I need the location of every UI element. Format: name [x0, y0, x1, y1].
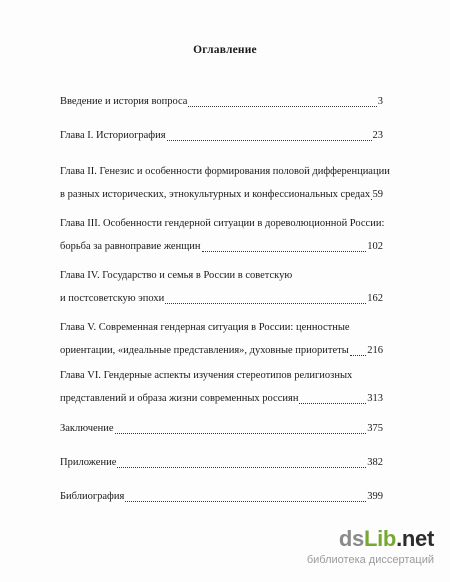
leader-dots [117, 466, 366, 468]
toc-page-number: 375 [367, 423, 383, 434]
toc-entry-label: Глава VI. Гендерные аспекты изучения стереотипов религиозных [60, 370, 353, 381]
toc-entry-label: Глава IV. Государство и семья в России в советскую [60, 270, 293, 281]
toc-entry-chapter-3 [60, 212, 383, 258]
toc-line [60, 364, 383, 387]
toc-entry-bibliography [60, 485, 383, 508]
leader-dots [350, 354, 366, 356]
dslib-watermark [276, 524, 436, 576]
toc-entry-label: Приложение [60, 457, 117, 468]
leader-dots [115, 432, 367, 434]
toc-entry-label: ориентации, «идеальные представления», духовные приоритеты [60, 345, 349, 356]
leader-dots [165, 302, 366, 304]
toc-page-number: 102 [367, 241, 383, 252]
toc-entry-conclusion [60, 417, 383, 440]
dslib-logo: dsLib.net [338, 526, 434, 551]
toc-page-number: 23 [372, 130, 383, 141]
toc-line [60, 90, 383, 113]
toc-line [60, 183, 383, 206]
toc-line [60, 264, 383, 287]
toc-entry-label: Глава V. Современная гендерная ситуация в России: ценностные [60, 322, 350, 333]
toc-page-number: 59 [372, 189, 383, 200]
toc-entry-label: Библиография [60, 491, 125, 502]
toc-line [60, 417, 383, 440]
toc-entry-label: Глава II. Генезис и особенности формирования половой дифференциации [60, 166, 390, 177]
toc-entry-label: Глава I. Историография [60, 130, 166, 141]
toc-entry-chapter-5 [60, 316, 383, 362]
watermark-subtitle: библиотека диссертаций [306, 554, 434, 566]
toc-line [60, 287, 383, 310]
toc-entry-chapter-6 [60, 364, 383, 410]
toc-entry-label: представлений и образа жизни современных россиян [60, 393, 299, 404]
toc-page-number: 399 [367, 491, 383, 502]
toc-page-number: 313 [367, 393, 383, 404]
toc-line [60, 339, 383, 362]
toc-line [60, 235, 383, 258]
toc-page-number: 3 [377, 96, 383, 107]
toc-entry-chapter-1 [60, 124, 383, 147]
toc-line [60, 212, 383, 235]
toc-entry-label: Введение и история вопроса [60, 96, 188, 107]
toc-entry-introduction [60, 90, 383, 113]
leader-dots [202, 250, 367, 252]
toc-entry-label: Глава III. Особенности гендерной ситуации в дореволюционной России: [60, 218, 385, 229]
leader-dots [299, 402, 366, 404]
toc-line [60, 316, 383, 339]
toc-entry-chapter-4 [60, 264, 383, 310]
toc-title: Оглавление [193, 44, 257, 56]
toc-line [60, 387, 383, 410]
leader-dots [167, 139, 372, 141]
leader-dots [125, 500, 366, 502]
toc-page-number: 216 [367, 345, 383, 356]
toc-line [60, 160, 390, 183]
toc-entry-appendix [60, 451, 383, 474]
toc-entry-label: и постсоветскую эпохи [60, 293, 165, 304]
toc-entry-label: борьба за равноправие женщин [60, 241, 201, 252]
toc-line [60, 485, 383, 508]
toc-entry-chapter-2 [60, 160, 390, 206]
leader-dots [188, 105, 376, 107]
toc-page-number: 162 [367, 293, 383, 304]
toc-entry-label: Заключение [60, 423, 114, 434]
toc-line [60, 451, 383, 474]
toc-line [60, 124, 383, 147]
toc-entry-label: в разных исторических, этнокультурных и конфессиональных средах [60, 189, 371, 200]
toc-page-number: 382 [367, 457, 383, 468]
